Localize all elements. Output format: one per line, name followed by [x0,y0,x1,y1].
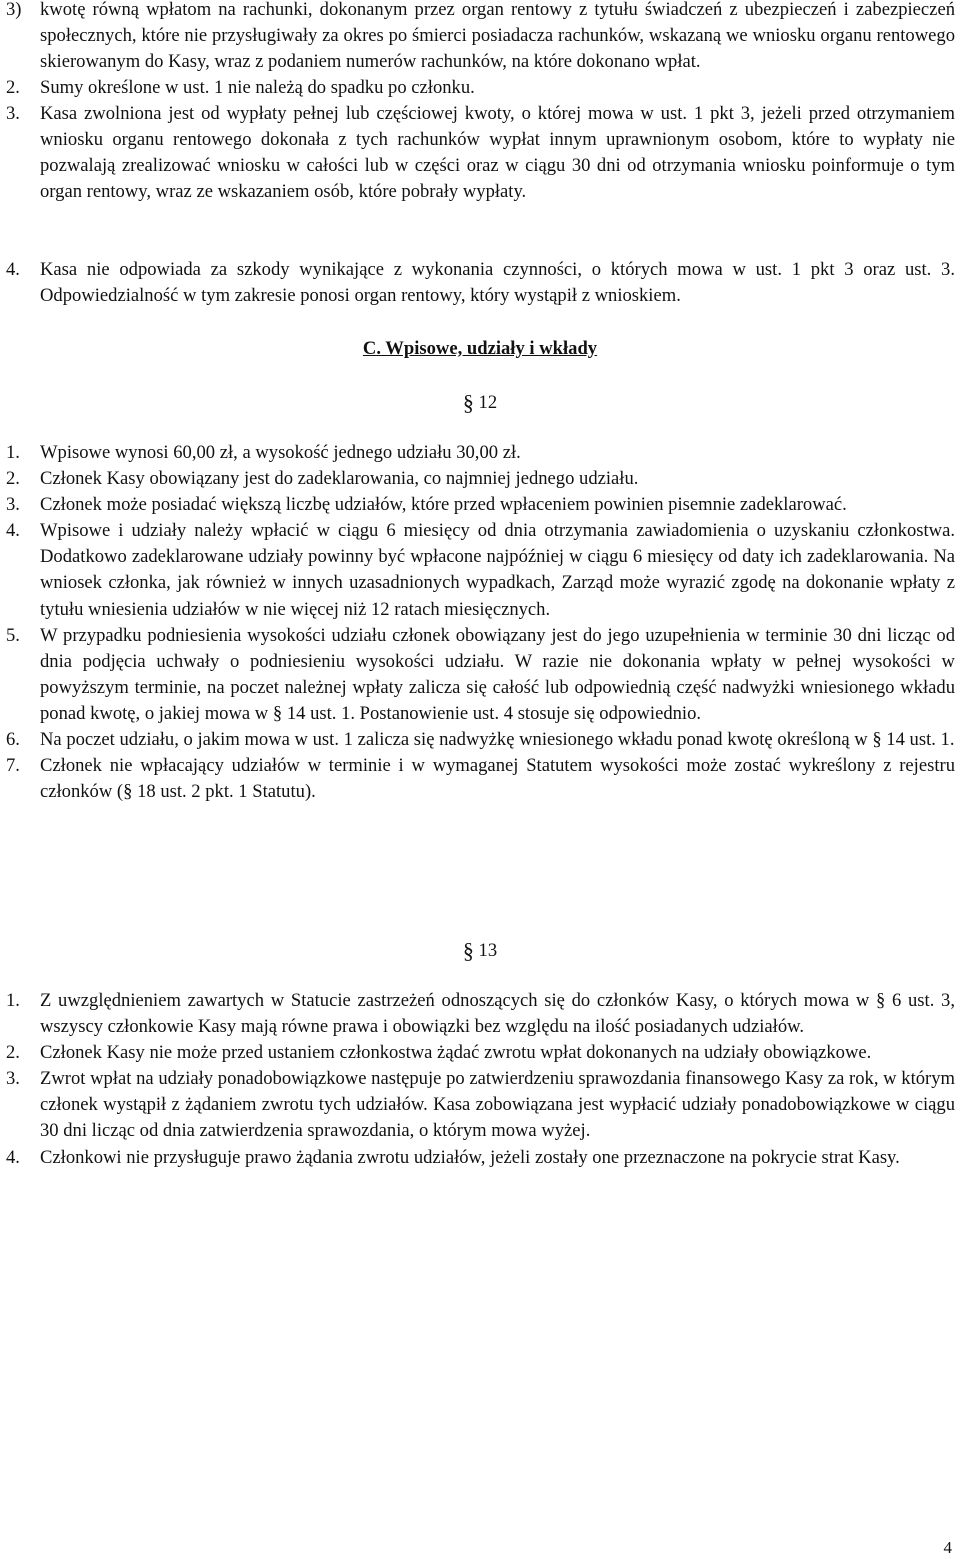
section-sign-icon: § [462,390,474,415]
list-item [0,257,960,309]
section-title: C. Wpisowe, udziały i wkłady [362,338,598,359]
item-text: Członek nie wpłacający udziałów w terminie i w wymaganej Statutem wysokości może zostać wykreślony z rejestru członków (§ 18 ust. 2 pkt. 1 Statutu). [40,755,955,803]
item-number: 2. [6,77,20,98]
item-text: Kasa nie odpowiada za szkody wynikające z wykonania czynności, o których mowa w ust. 1 pkt 3 oraz ust. 3. Odpowiedzialność w tym zakresie ponosi organ rentowy, który wystąpił z wnioskiem. [40,259,955,307]
list-item [0,1066,960,1144]
list-item [0,727,960,753]
paragraph-13-items [0,988,960,1171]
list-item [0,1145,960,1171]
paragraph-12-items [0,440,960,805]
item-number: 1. [6,990,20,1011]
item-text: Zwrot wpłat na udziały ponadobowiązkowe następuje po zatwierdzeniu sprawozdania finansowego Kasy za rok, w którym członek wystąpił z żądaniem zwrotu tych udziałów. Kasa zobowiązana jest wypłacić udziały ponadobowiązkowe w ciągu 30 dni licząc od dnia zatwierdzenia sprawozdania, o którym mowa wyżej. [40,1068,955,1142]
item-text: Członek może posiadać większą liczbę udziałów, które przed wpłaceniem powinien pisemnie zadeklarować. [40,494,847,516]
item-number: 4. [6,520,20,542]
item-text: Członek Kasy obowiązany jest do zadeklarowania, co najmniej jednego udziału. [40,468,639,490]
item-number: 4. [6,1146,20,1168]
item-number: 2. [6,1042,20,1064]
item-number: 1. [6,442,20,463]
item-text: Kasa zwolniona jest od wypłaty pełnej lub częściowej kwoty, o której mowa w ust. 1 pkt 3, jeżeli przed otrzymaniem wniosku organu rentowego dokonała z tych rachunków wypłat innym uprawnionym osobom, które to wypłaty nie pozwalają zrealizować wniosku w całości lub w części oraz w ciągu 30 dni od otrzymania wniosku poinformuje o tym organ rentowy, wraz ze wskazaniem osób, które pobrały wypłaty. [40,103,955,203]
list-item [0,623,960,727]
item-number: 4. [6,259,20,280]
page-number: 4 [943,1538,952,1557]
list-item [0,988,960,1040]
top-items-2 [0,75,960,101]
item-number: 2. [6,468,20,490]
section-sign-icon: § [462,938,474,963]
list-item [0,1040,960,1066]
list-item [0,440,960,466]
list-item [0,753,960,805]
section-heading [0,336,960,362]
item-number: 5. [6,624,20,646]
list-item [0,466,960,492]
paragraph-number: 12 [478,392,498,413]
item-number: 7. [6,755,20,777]
top-items-3 [0,101,960,205]
item-text: W przypadku podniesienia wysokości udziału członek obowiązany jest do jego uzupełnienia w terminie 30 dni licząc od dnia podjęcia uchwały o podniesieniu wysokości udziału. W razie nie dokonania wpłaty w pełnej wysokości w powyższym terminie, na poczet należnej wpłaty zalicza się całość lub odpowiednią część nadwyżki wniesionego wkładu ponad kwotę, o jakiej mowa w § 14 ust. 1. Postanowienie ust. 4 stosuje się odpowiednio. [40,624,955,724]
top-items [0,0,960,75]
list-item [0,492,960,518]
item-text: Z uwzględnieniem zawartych w Statucie zastrzeżeń odnoszących się do członków Kasy, o których mowa w § 6 ust. 3, wszyscy członkowie Kasy mają równe prawa i obowiązki bez względu na ilość posiadanych udziałów. [40,990,955,1038]
list-item [0,101,960,205]
item-text: Na poczet udziału, o jakim mowa w ust. 1 zalicza się nadwyżkę wniesionego wkładu ponad kwotę określoną w § 14 ust. 1. [40,729,955,751]
paragraph-heading-13 [0,936,960,964]
item-number: 3) [6,0,22,20]
item-number: 3. [6,494,20,516]
item-text: kwotę równą wpłatom na rachunki, dokonanym przez organ rentowy z tytułu świadczeń z ubezpieczeń i zabezpieczeń społecznych, które nie przysługiwały za okres po śmierci posiadacza rachunków, wskazaną we wniosku organu rentowego skierowanym do Kasy, wraz z podaniem numerów rachunków, na które dokonano wpłat. [40,0,955,73]
list-item [0,75,960,101]
list-item [0,518,960,622]
item-text: Wpisowe i udziały należy wpłacić w ciągu 6 miesięcy od dnia otrzymania zawiadomienia o uzyskaniu członkostwa. Dodatkowo zadeklarowane udziały powinny być wpłacone najpóźniej w ciągu 6 miesięcy od daty ich zadeklarowania. Na wniosek członka, jak również w innych uzasadnionych wypadkach, Zarząd może wyrazić zgodę na dokonanie wpłaty z tytułu wniesienia udziałów w nie więcej niż 12 ratach miesięcznych. [40,520,955,620]
item-number: 6. [6,729,20,751]
item-text: Sumy określone w ust. 1 nie należą do spadku po członku. [40,77,475,98]
paragraph-number: 13 [478,940,498,961]
top-items-4 [0,257,960,309]
item-text: Członkowi nie przysługuje prawo żądania zwrotu udziałów, jeżeli zostały one przeznaczone na pokrycie strat Kasy. [40,1146,900,1168]
item-text: Członek Kasy nie może przed ustaniem członkostwa żądać zwrotu wpłat dokonanych na udziały obowiązkowe. [40,1042,872,1064]
item-number: 3. [6,1068,20,1090]
item-text: Wpisowe wynosi 60,00 zł, a wysokość jednego udziału 30,00 zł. [40,442,521,463]
list-item [0,0,960,75]
item-number: 3. [6,103,20,124]
paragraph-heading-12 [0,388,960,416]
